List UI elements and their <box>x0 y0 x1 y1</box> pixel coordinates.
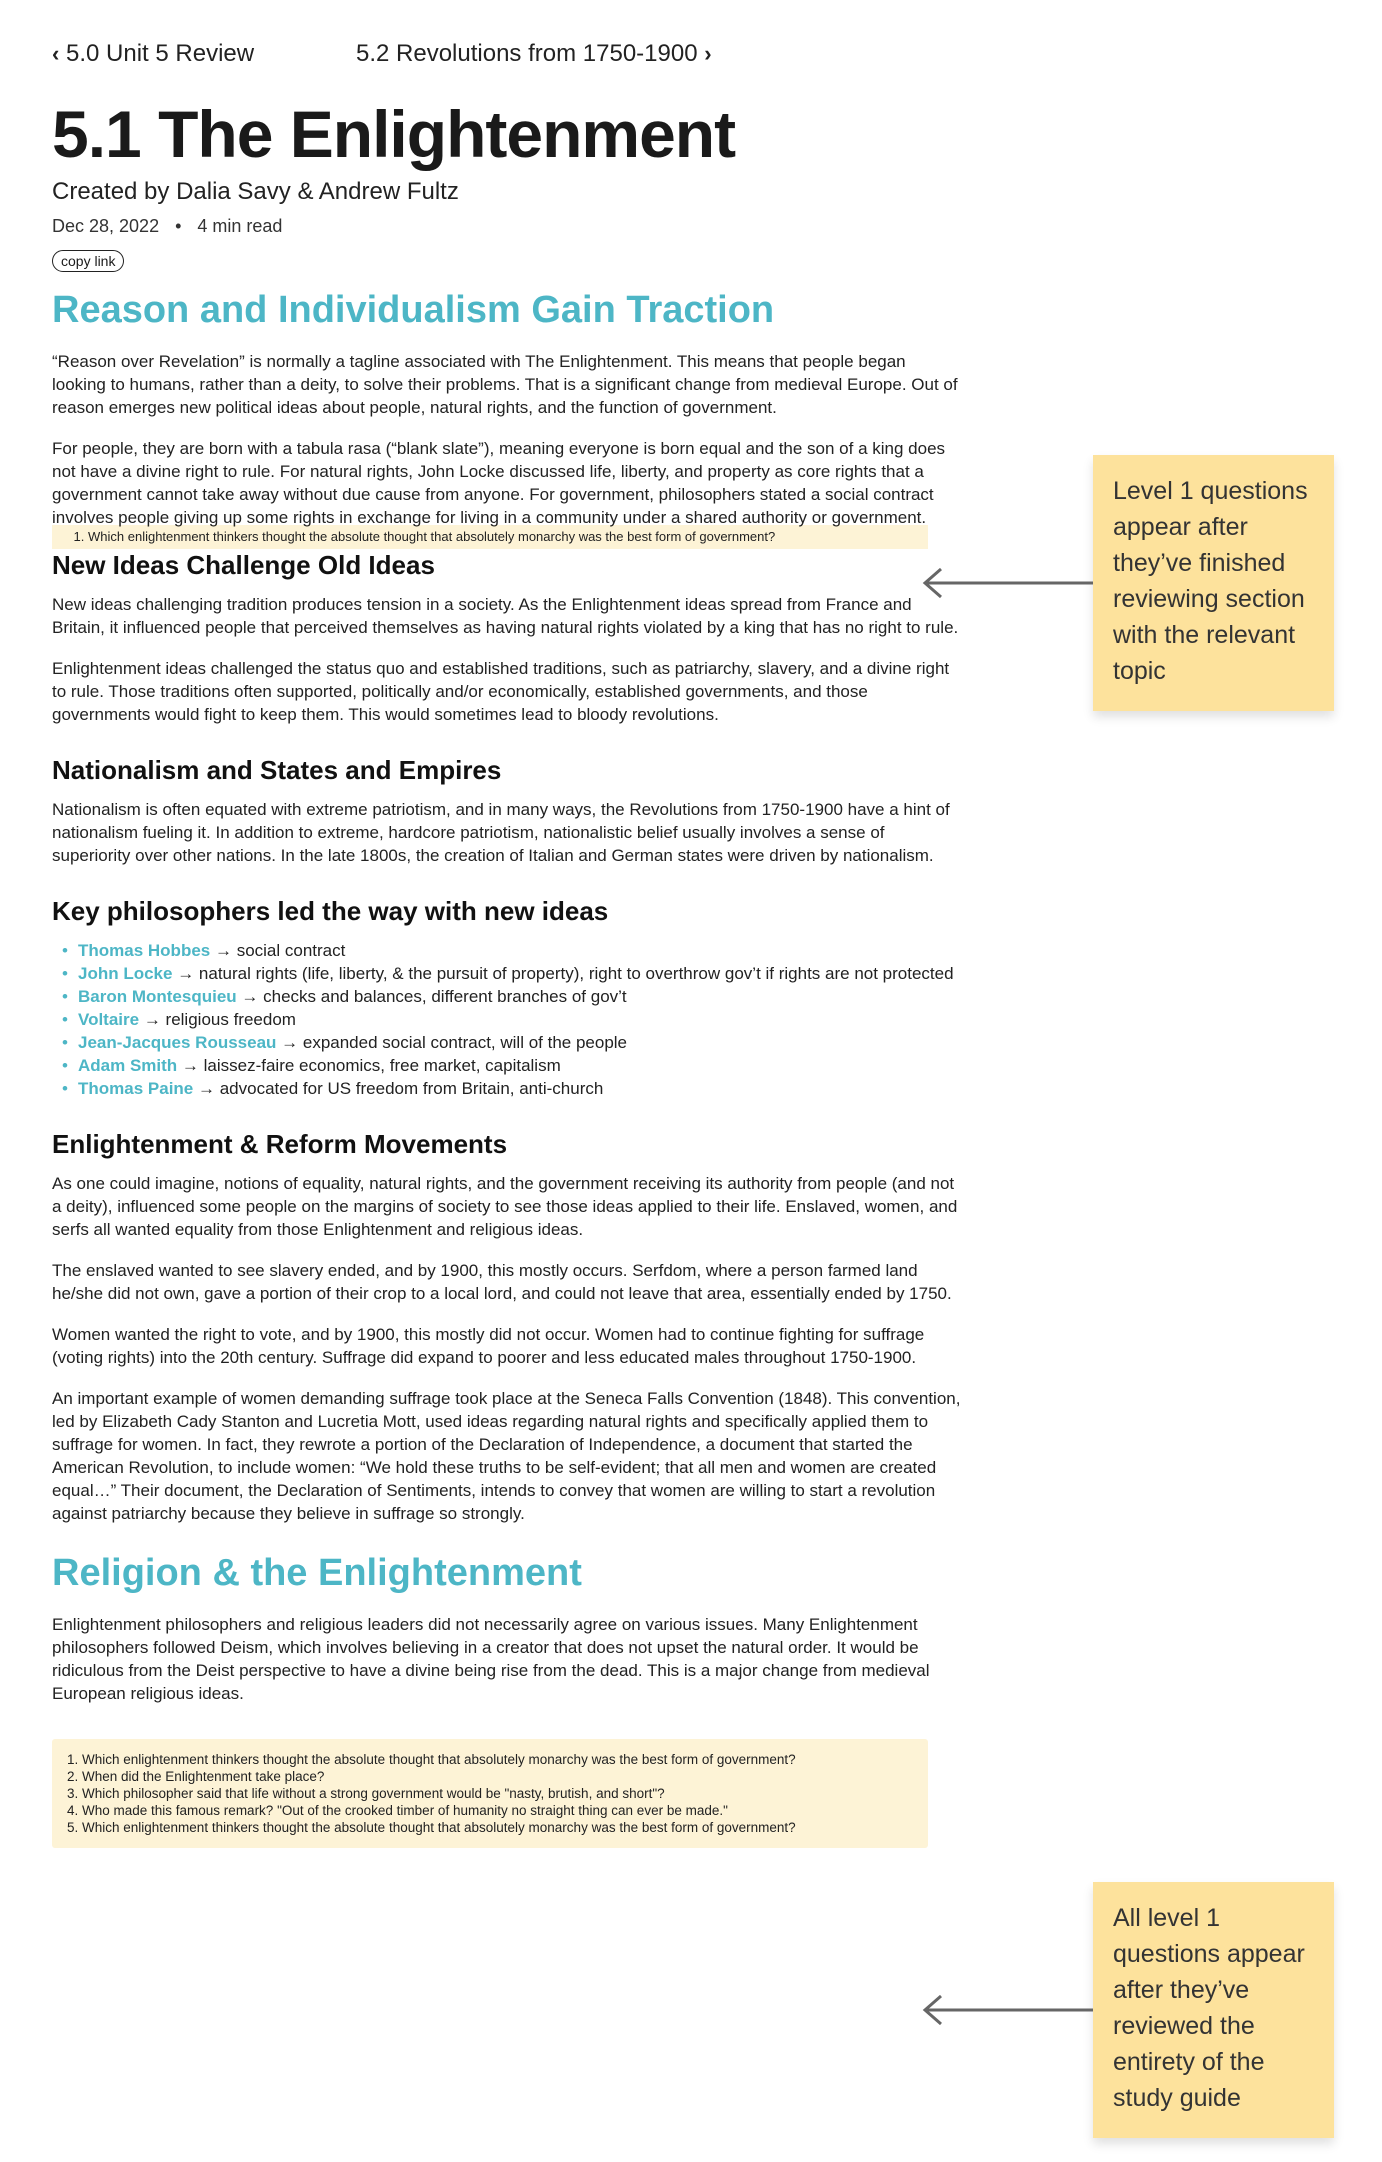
philosopher-idea: → social contract <box>210 941 346 960</box>
copy-link-button[interactable]: copy link <box>52 250 124 272</box>
section-heading-nationalism: Nationalism and States and Empires <box>52 755 502 785</box>
publish-date: Dec 28, 2022 <box>52 216 160 236</box>
philosopher-name: John Locke <box>78 964 173 983</box>
next-guide-label: 5.2 Revolutions from 1750-1900 <box>356 40 698 67</box>
list-item <box>62 985 962 1008</box>
section-heading-philosophers: Key philosophers led the way with new ideas <box>52 896 609 926</box>
arrow-left-icon <box>915 563 1095 603</box>
philosopher-name: Jean-Jacques Rousseau <box>78 1033 277 1052</box>
section-heading-reason: Reason and Individualism Gain Traction <box>52 289 775 331</box>
philosopher-name: Baron Montesquieu <box>78 987 237 1006</box>
paragraph: Enlightenment philosophers and religious leaders did not necessarily agree on various issues. Many Enlightenment philosophers followed Deism, which involves believing in a creator that does not upset the natural order. It would be ridiculous from the Deist perspective to have a divine being rise from the dead. This is a major change from medieval European religious ideas. <box>52 1615 930 1703</box>
study-guide-content <box>52 96 962 1848</box>
paragraph: “Reason over Revelation” is normally a tagline associated with The Enlightenment. This means that people began looking to humans, rather than a deity, to solve their problems. That is a significant change from medieval Europe. Out of reason emerges new political ideas about people, natural rights, and the function of government. <box>52 352 958 417</box>
philosopher-idea: → natural rights (life, liberty, & the pursuit of property), right to overthrow gov’t if rights are not protected <box>172 964 954 983</box>
arrow-left-icon <box>915 1990 1095 2030</box>
annotation-note-level1-section: Level 1 questions appear after they’ve finished reviewing section with the relevant topic <box>1093 455 1334 711</box>
question-item[interactable]: 3. Which philosopher said that life without a strong government would be "nasty, brutish, and short"? <box>82 1785 914 1802</box>
question-item[interactable]: 5. Which enlightenment thinkers thought the absolute thought that absolutely monarchy was the best form of government? <box>82 1819 914 1836</box>
question-item[interactable]: 1. Which enlightenment thinkers thought the absolute thought that absolutely monarchy was the best form of government? <box>82 1751 914 1768</box>
philosopher-idea: → expanded social contract, will of the people <box>276 1033 628 1052</box>
section-heading-reform: Enlightenment & Reform Movements <box>52 1129 508 1159</box>
chevron-left-icon: ‹ <box>52 41 60 66</box>
paragraph: Enlightenment ideas challenged the status quo and established traditions, such as patriarchy, slavery, and a divine right to rule. Those traditions often supported, politically and/or economically, established governments, and those governments would fight to keep them. This would sometimes lead to bloody revolutions. <box>52 659 950 724</box>
next-guide-link[interactable] <box>356 40 712 68</box>
paragraph: For people, they are born with a tabula rasa (“blank slate”), meaning everyone is born equal and the son of a king does not have a divine right to rule. For natural rights, John Locke discussed life, liberty, and property as core rights that a government cannot take away without due cause from anyone. For government, philosophers stated a social contract involves people giving up some rights in exchange for living in a community under a shared authority or government. <box>52 439 946 527</box>
list-item <box>62 1054 962 1077</box>
paragraph: The enslaved wanted to see slavery ended, and by 1900, this mostly occurs. Serfdom, where a person farmed land he/she did not own, gave a portion of their crop to a local lord, and could not leave that area, essentially ended by 1750. <box>52 1261 952 1303</box>
question-item[interactable]: 1. Which enlightenment thinkers thought the absolute thought that absolutely monarchy was the best form of government? <box>88 527 914 547</box>
question-item[interactable]: 2. When did the Enlightenment take place? <box>82 1768 914 1785</box>
philosopher-idea: → advocated for US freedom from Britain, anti-church <box>193 1079 604 1098</box>
unit-navigation <box>52 40 732 74</box>
section-heading-religion: Religion & the Enlightenment <box>52 1552 582 1594</box>
philosopher-idea: → religious freedom <box>139 1010 296 1029</box>
philosopher-name: Voltaire <box>78 1010 140 1029</box>
prev-guide-link[interactable] <box>52 40 254 68</box>
chevron-right-icon: › <box>704 41 712 66</box>
philosophers-list <box>52 939 962 1100</box>
paragraph: New ideas challenging tradition produces tension in a society. As the Enlightenment ideas spread from France and Britain, it influenced people that perceived themselves as having natural rights violated by a king that has no right to rule. <box>52 595 959 637</box>
annotation-note-level1-all: All level 1 questions appear after they’ve reviewed the entirety of the study guide <box>1093 1882 1334 2138</box>
question-item[interactable]: 4. Who made this famous remark? "Out of the crooked timber of humanity no straight thing can ever be made." <box>82 1802 914 1819</box>
philosopher-idea: → laissez-faire economics, free market, capitalism <box>177 1056 561 1075</box>
paragraph: As one could imagine, notions of equality, natural rights, and the government receiving its authority from people (and not a deity), influenced some people on the margins of society to see those ideas applied to their life. Enslaved, women, and serfs all wanted equality from those Enlightenment and religious ideas. <box>52 1174 958 1239</box>
meta-separator: • <box>175 216 182 236</box>
page-title: 5.1 The Enlightenment <box>52 97 736 171</box>
philosopher-name: Thomas Paine <box>78 1079 194 1098</box>
list-item <box>62 1077 962 1100</box>
list-item <box>62 1008 962 1031</box>
philosopher-name: Thomas Hobbes <box>78 941 211 960</box>
article-meta <box>52 214 962 238</box>
paragraph: An important example of women demanding suffrage took place at the Seneca Falls Convention (1848). This convention, led by Elizabeth Cady Stanton and Lucretia Mott, used ideas regarding natural rights and specifically applied them to suffrage for women. In fact, they rewrote a portion of the Declaration of Independence, a document that started the American Revolution, to include women: “We hold these truths to be self-evident; that all men and women are created equal…” Their document, the Declaration of Sentiments, intends to convey that women are willing to start a revolution against patriarchy because they believe in suffrage so strongly. <box>52 1389 961 1523</box>
list-item <box>62 939 962 962</box>
philosopher-idea: → checks and balances, different branches of gov’t <box>236 987 627 1006</box>
paragraph: Women wanted the right to vote, and by 1900, this mostly did not occur. Women had to continue fighting for suffrage (voting rights) into the 20th century. Suffrage did expand to poorer and less educated males throughout 1750-1900. <box>52 1325 925 1367</box>
list-item <box>62 1031 962 1054</box>
byline: Created by Dalia Savy & Andrew Fultz <box>52 178 459 205</box>
section-heading-new-ideas: New Ideas Challenge Old Ideas <box>52 550 435 580</box>
prev-guide-label: 5.0 Unit 5 Review <box>66 40 255 67</box>
question-list-panel[interactable] <box>52 1739 928 1848</box>
paragraph: Nationalism is often equated with extreme patriotism, and in many ways, the Revolutions from 1750-1900 have a hint of nationalism fueling it. In addition to extreme, hardcore patriotism, nationalistic belief usually involves a sense of superiority over other nations. In the late 1800s, the creation of Italian and German states were driven by nationalism. <box>52 800 950 865</box>
philosopher-name: Adam Smith <box>78 1056 178 1075</box>
list-item <box>62 962 962 985</box>
read-time: 4 min read <box>197 216 283 236</box>
